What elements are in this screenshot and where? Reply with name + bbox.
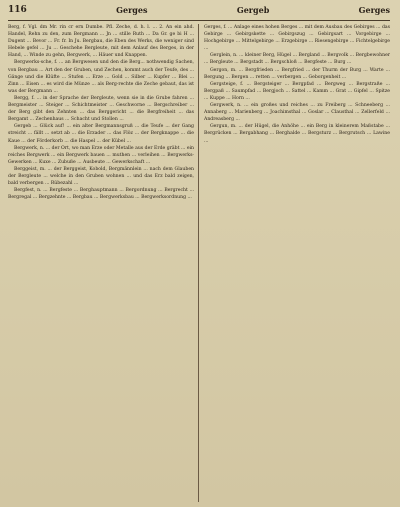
entry-paragraph: Gergwerk, n. ... ein großes und reiches ... zu Freiberg ... Schneeberg ... Annaberg ... Marienberg ... Joachimsthal ... Goslar ... Clausthal ... Zellerfeld ... Andreasberg ... bbox=[204, 103, 390, 123]
entry-paragraph: Gergun, m. ... der Hügel, die Anhöhe ... ein Berg in kleinerem Maßstabe ... Bergrücken ... Bergabhang ... Berghalde ... Bergsturz ... Bergrutsch ... Lawine ... bbox=[204, 124, 390, 144]
right-column bbox=[204, 24, 390, 503]
entry-paragraph: Berg, f. Vgl. dm Mr. rin cr ern Dumbe. Pfl. Zeche, d. h. l. ... 2. An ein ahd. Handel, Rehn zu den, zum Bergmann ... Jn ... stille Ruth ... Da Gr. ge bi H ... Dugent ... Bevor ... Fr. fr. In Ju. Bergbau, die Eben des Werks, die weniger sind Hebele gefel ... Ju ... Geschehe Bergleute, mit dem Anlauf des Berges, in der Hand, ... Winde zu gehn, Bergwerk, ... Häuer und Knappen. bbox=[8, 25, 194, 59]
column-divider bbox=[198, 24, 199, 502]
entry-paragraph: Gerglein, n. ... kleiner Berg, Hügel ... Bergland ... Bergvolk ... Bergbewohner ... Bergleute ... Bergstadt ... Bergschloß ... Bergfeste ... Burg ... bbox=[204, 53, 390, 66]
entry-paragraph: Gergsteige, f. ... Bergsteiger ... Bergpfad ... Bergweg ... Bergstraße ... Bergpaß ... Saumpfad ... Bergjoch ... Sattel ... Kamm ... Grat ... Gipfel ... Spitze ... Kuppe ... Horn ... bbox=[204, 81, 390, 101]
entry-paragraph: Gerges, f. ... Anlage eines hohen Berges ... mit dem Ausbau des Gebirges ... das Gebirge ... Gebirgskette ... Gebirgszug ... Gebirgsart ... Vorgebirge ... Hochgebirge ... Mittelgebirge ... Erzgebirge ... Riesengebirge ... Fichtelgebirge ... bbox=[204, 25, 390, 52]
entry-paragraph: Berggeist, m. ... der Berggeist, Kobold, Bergmännlein ... nach dem Glauben der Bergleute ... welche in den Gruben wohnen ... und das Erz bald zeigen, bald verbergen ... Rübezahl ... bbox=[8, 166, 194, 187]
running-head-left: Gerges bbox=[116, 5, 148, 15]
header-rule bbox=[8, 20, 390, 21]
entry-paragraph: Bergwerks-sche, f. ... an Bergwesen und den die Berg... nothwendig Sachen, von Bergbau ... Art den der Gruben, und Zechen, kommt auch der Teufe, des ... Gänge und die Klüfte ... Stufen ... Erze ... Gold ... Silber ... Kupfer ... Blei ... Zinn ... Eisen ... es wird die Münze ... als Berg-rechte die Zeche gebaut, das ist was der Bergmann ... bbox=[8, 60, 194, 94]
entry-paragraph: Bergwerk, n. ... der Ort, wo man Erze oder Metalle aus der Erde gräbt ... ein reiches Bergwerk ... ein Bergwerk bauen ... muthen ... verleihen ... Bergwerks-Gewerken ... Kuxe ... Zubuße ... Ausbeute ... Gewerkschaft ... bbox=[8, 145, 194, 165]
running-head-center: Gergeb bbox=[236, 5, 270, 15]
page-number: 116 bbox=[8, 5, 27, 15]
running-head-right: Gerges bbox=[358, 5, 390, 15]
left-column bbox=[8, 24, 194, 503]
page-header bbox=[0, 0, 400, 20]
entry-paragraph: Bergfest, n. ... Bergfeste ... Berghauptmann ... Bergordnung ... Bergrecht ... Bergregal ... Bergzehnte ... Bergbau ... Bergwerksbau ... Bergwerksordnung ... bbox=[8, 188, 194, 201]
entry-paragraph: Gergon, m. ... Bergfrieden ... Bergfried ... der Thurm der Burg ... Warte ... Bergung ... Bergen ... retten ... verbergen ... Geborgenheit ... bbox=[204, 67, 390, 80]
entry-paragraph: Bergg, f. ... in der Sprache der Bergleute, wenn sie in die Grube fahren ... Bergmeister ... Steiger ... Schichtmeister ... Geschworne ... Bergschreiber ... der Berg gibt den Zehnten ... das Berggericht ... die Bergfreiheit ... das Bergamt ... Zechenhaus ... Schacht und Stollen ... bbox=[8, 95, 194, 123]
entry-paragraph: Gergeb ... Glück auf! ... ein alter Bergmannsgruß ... die Teufe ... der Gang streicht ... fällt ... setzt ab ... die Erzader ... das Flöz ... der Bergknappe ... die Kaue ... der Förderkorb ... die Haspel ... der Kübel ... bbox=[8, 124, 194, 144]
